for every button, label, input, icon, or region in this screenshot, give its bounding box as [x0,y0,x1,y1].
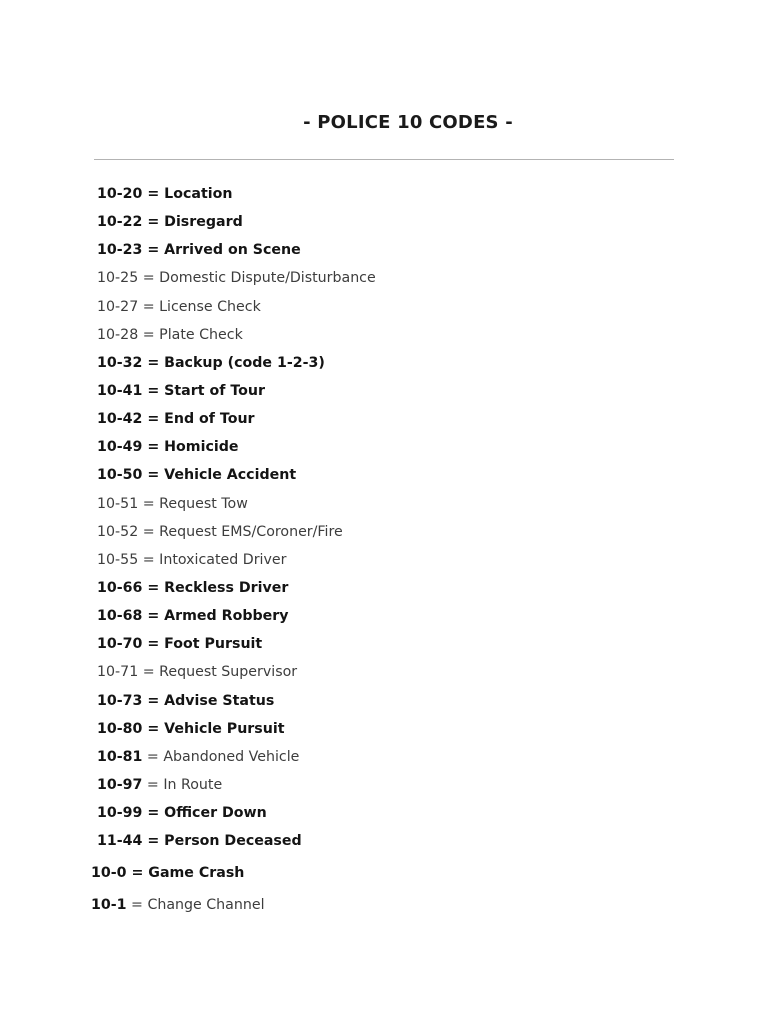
code-number: 10-1 [91,897,127,913]
code-separator: = [138,298,160,315]
code-description: Request Tow [159,495,248,512]
code-number: 10-97 [97,776,143,793]
code-description: Start of Tour [164,382,265,399]
code-description: Game Crash [148,865,245,881]
code-description: End of Tour [164,411,255,428]
code-description: Armed Robbery [164,608,289,625]
code-separator: = [142,833,165,850]
code-separator: = [142,439,165,456]
code-separator: = [142,720,165,737]
code-row [97,691,376,719]
code-description: Officer Down [164,805,267,822]
code-description: License Check [159,298,261,315]
code-description: Reckless Driver [164,579,289,596]
code-number: 10-0 [91,865,127,881]
code-separator: = [138,523,160,540]
code-row [97,775,376,803]
code-separator: = [142,382,165,399]
code-number: 10-66 [97,579,143,596]
code-description: Homicide [164,439,239,456]
code-number: 10-73 [97,692,143,709]
code-description: Arrived on Scene [164,242,301,259]
code-separator: = [142,608,165,625]
code-number: 10-99 [97,805,143,822]
code-number: 10-25 [97,270,139,287]
code-description: Request EMS/Coroner/Fire [159,523,343,540]
code-row [97,437,376,465]
page-title: - POLICE 10 CODES - [303,112,513,133]
code-description: Request Supervisor [159,664,298,681]
extra-code-list [91,895,265,915]
code-description: Vehicle Accident [164,467,297,484]
code-row [97,803,376,831]
code-row [97,550,376,578]
extra-code-row [91,863,244,883]
code-row [97,381,376,409]
code-number: 10-42 [97,411,143,428]
code-description: Vehicle Pursuit [164,720,285,737]
code-row [97,719,376,747]
code-number: 10-41 [97,382,143,399]
code-number: 10-32 [97,354,143,371]
code-separator: = [138,326,160,343]
code-row [97,325,376,353]
code-description: Change Channel [147,897,265,913]
code-description: Intoxicated Driver [159,551,287,568]
code-description: Location [164,186,233,202]
extra-code-list [91,863,244,883]
code-number: 10-70 [97,636,143,653]
code-number: 10-71 [97,664,139,681]
code-separator: = [138,495,160,512]
code-row [97,297,376,325]
code-row [97,494,376,522]
code-separator: = [142,354,165,371]
code-separator: = [126,897,148,913]
code-separator: = [142,467,165,484]
code-separator: = [142,214,165,231]
code-row [97,465,376,493]
code-row [97,409,376,437]
code-separator: = [142,776,164,793]
code-separator: = [142,748,164,765]
code-separator: = [138,664,160,681]
code-number: 10-49 [97,439,143,456]
code-row [97,662,376,690]
code-separator: = [138,270,160,287]
code-description: Plate Check [159,326,243,343]
code-number: 10-22 [97,214,143,231]
code-number: 10-55 [97,551,139,568]
code-description: In Route [163,776,223,793]
code-number: 10-23 [97,242,143,259]
code-description: Advise Status [164,692,275,709]
code-row [97,606,376,634]
code-number: 10-81 [97,748,143,765]
extra-code-row [91,895,265,915]
code-description: Backup (code 1-2-3) [164,354,325,371]
code-row [97,522,376,550]
code-description: Foot Pursuit [164,636,263,653]
code-separator: = [138,551,160,568]
code-number: 10-20 [97,186,143,202]
code-separator: = [142,186,165,202]
code-description: Person Deceased [164,833,302,850]
code-row [97,240,376,268]
code-number: 10-27 [97,298,139,315]
code-separator: = [142,411,165,428]
code-separator: = [142,242,165,259]
code-description: Abandoned Vehicle [163,748,300,765]
code-row [97,184,376,212]
code-description: Domestic Dispute/Disturbance [159,270,376,287]
code-row [97,634,376,662]
code-number: 10-51 [97,495,139,512]
code-number: 10-80 [97,720,143,737]
code-separator: = [142,692,165,709]
code-number: 10-50 [97,467,143,484]
code-separator: = [142,805,165,822]
code-separator: = [126,865,149,881]
code-row [97,578,376,606]
code-row [97,747,376,775]
divider [94,159,674,160]
code-number: 10-28 [97,326,139,343]
code-separator: = [142,579,165,596]
code-number: 10-52 [97,523,139,540]
code-description: Disregard [164,214,243,231]
code-number: 11-44 [97,833,143,850]
code-row [97,268,376,296]
code-number: 10-68 [97,608,143,625]
code-row [97,831,376,859]
code-row [97,353,376,381]
code-list [97,184,376,859]
code-separator: = [142,636,165,653]
code-row [97,212,376,240]
